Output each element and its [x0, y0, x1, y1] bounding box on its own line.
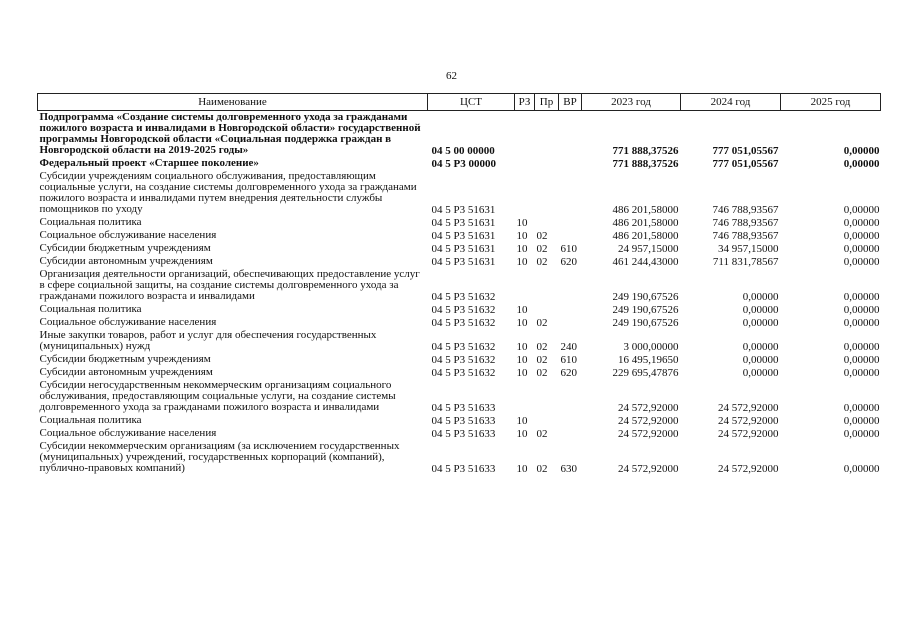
cell-2024: 24 572,92000	[718, 463, 779, 475]
cell-name: Социальное обслуживание населения	[39, 229, 217, 241]
cell-pr: 02	[536, 463, 548, 475]
cell-vr	[559, 268, 582, 303]
cell-cst: 04 5 P3 00000	[431, 158, 496, 170]
header-cst: ЦСТ	[428, 94, 515, 111]
cell-pr	[535, 216, 559, 229]
cell-2024: 34 957,15000	[718, 243, 779, 255]
cell-vr	[559, 111, 582, 158]
table-row	[38, 111, 881, 158]
header-rz: РЗ	[515, 94, 535, 111]
cell-2025: 0,00000	[843, 304, 880, 316]
cell-2023: 24 572,92000	[618, 428, 679, 440]
cell-2023: 249 190,67526	[612, 291, 679, 303]
cell-2024: 24 572,92000	[718, 402, 779, 414]
cell-cst: 04 5 P3 51632	[431, 291, 496, 303]
cell-name: Социальная политика	[39, 216, 142, 228]
page-number: 62	[446, 70, 457, 82]
cell-name: Субсидии некоммерческим организациям (за исключением государственных (муниципальных) учреждений, государственных корпораций (компаний), публично-правовых компаний)	[39, 440, 400, 474]
cell-name: Социальная политика	[39, 303, 142, 315]
cell-2024: 0,00000	[742, 291, 779, 303]
cell-cst: 04 5 P3 51633	[431, 415, 496, 427]
header-row	[38, 94, 881, 111]
cell-2025: 0,00000	[843, 217, 880, 229]
header-2024: 2024 год	[681, 94, 781, 111]
cell-pr: 02	[536, 317, 548, 329]
cell-2024: 0,00000	[742, 304, 779, 316]
cell-2025: 0,00000	[843, 367, 880, 379]
cell-2024: 746 788,93567	[712, 217, 779, 229]
cell-cst: 04 5 P3 51632	[431, 341, 496, 353]
cell-rz	[515, 111, 535, 158]
cell-vr: 610	[560, 243, 577, 255]
cell-2025: 0,00000	[843, 402, 880, 414]
cell-2023: 249 190,67526	[612, 317, 679, 329]
cell-2024: 746 788,93567	[712, 204, 779, 216]
cell-2024: 0,00000	[742, 317, 779, 329]
cell-pr: 02	[536, 341, 548, 353]
table-row	[38, 255, 881, 268]
table-row	[38, 242, 881, 255]
cell-rz: 10	[516, 367, 528, 379]
table-row	[38, 268, 881, 303]
cell-2023: 249 190,67526	[612, 304, 679, 316]
cell-rz: 10	[516, 317, 528, 329]
cell-rz: 10	[516, 243, 528, 255]
cell-name: Подпрограмма «Создание системы долговременного ухода за гражданами пожилого возраста и инвалидами в Новгородской области» государственной программы Новгородской области «Социальная поддержка граждан в Новгородской области на 2019-2025 годы»	[39, 111, 421, 156]
cell-vr	[559, 427, 582, 440]
cell-cst: 04 5 P3 51632	[431, 304, 496, 316]
cell-name: Социальное обслуживание населения	[39, 316, 217, 328]
cell-2024: 0,00000	[742, 354, 779, 366]
budget-table	[37, 93, 881, 475]
cell-vr: 610	[560, 354, 577, 366]
cell-2024: 0,00000	[742, 367, 779, 379]
cell-vr	[559, 157, 582, 170]
cell-rz: 10	[516, 230, 528, 242]
cell-2024: 711 831,78567	[712, 256, 779, 268]
header-name: Наименование	[38, 94, 428, 111]
cell-pr: 02	[536, 243, 548, 255]
cell-name: Субсидии автономным учреждениям	[39, 255, 213, 267]
cell-2025: 0,00000	[843, 317, 880, 329]
cell-name: Социальное обслуживание населения	[39, 427, 217, 439]
cell-2023: 486 201,58000	[612, 204, 679, 216]
table-row	[38, 329, 881, 353]
cell-vr	[559, 170, 582, 216]
cell-name: Социальная политика	[39, 414, 142, 426]
cell-pr: 02	[536, 367, 548, 379]
cell-pr: 02	[536, 230, 548, 242]
cell-pr	[535, 157, 559, 170]
cell-2024: 24 572,92000	[718, 428, 779, 440]
table-row	[38, 170, 881, 216]
cell-2024: 0,00000	[742, 341, 779, 353]
cell-cst: 04 5 P3 51631	[431, 204, 496, 216]
cell-2025: 0,00000	[843, 158, 880, 170]
table-body	[38, 111, 881, 476]
cell-pr	[535, 303, 559, 316]
cell-vr: 620	[560, 256, 577, 268]
cell-rz	[515, 157, 535, 170]
cell-cst: 04 5 P3 51631	[431, 217, 496, 229]
cell-pr: 02	[536, 256, 548, 268]
cell-rz	[515, 379, 535, 414]
cell-2025: 0,00000	[843, 415, 880, 427]
table-row	[38, 414, 881, 427]
cell-2023: 16 495,19650	[618, 354, 679, 366]
cell-2025: 0,00000	[843, 341, 880, 353]
cell-2023: 24 957,15000	[618, 243, 679, 255]
cell-cst: 04 5 P3 51633	[431, 428, 496, 440]
table-row	[38, 427, 881, 440]
table-row	[38, 216, 881, 229]
cell-rz: 10	[516, 217, 528, 229]
cell-2025: 0,00000	[843, 463, 880, 475]
cell-2025: 0,00000	[843, 256, 880, 268]
cell-2023: 3 000,00000	[623, 341, 679, 353]
cell-2024: 24 572,92000	[718, 415, 779, 427]
cell-name: Субсидии бюджетным учреждениям	[39, 242, 211, 254]
cell-vr: 240	[560, 341, 577, 353]
cell-2025: 0,00000	[843, 291, 880, 303]
table-row	[38, 303, 881, 316]
cell-rz: 10	[516, 463, 528, 475]
cell-vr: 630	[560, 463, 577, 475]
cell-2023: 771 888,37526	[612, 145, 679, 157]
cell-name: Субсидии бюджетным учреждениям	[39, 353, 211, 365]
cell-vr	[559, 414, 582, 427]
cell-2024: 746 788,93567	[712, 230, 779, 242]
cell-rz: 10	[516, 256, 528, 268]
cell-cst: 04 5 P3 51632	[431, 354, 496, 366]
cell-rz: 10	[516, 428, 528, 440]
cell-name: Субсидии автономным учреждениям	[39, 366, 213, 378]
cell-2023: 461 244,43000	[612, 256, 679, 268]
cell-cst: 04 5 P3 51631	[431, 256, 496, 268]
cell-2024: 777 051,05567	[712, 145, 779, 157]
cell-rz: 10	[516, 354, 528, 366]
cell-2024: 777 051,05567	[712, 158, 779, 170]
cell-vr: 620	[560, 367, 577, 379]
cell-name: Субсидии учреждениям социального обслуживания, предоставляющим социальные услуги, на создание системы долговременного ухода за гражданами пожилого возраста и инвалидами путем внедрения деятельности службы помощников по уходу	[39, 170, 417, 215]
table-row	[38, 379, 881, 414]
cell-rz: 10	[516, 341, 528, 353]
cell-2023: 24 572,92000	[618, 463, 679, 475]
cell-name: Иные закупки товаров, работ и услуг для обеспечения государственных (муниципальных) нужд	[39, 329, 377, 352]
cell-pr: 02	[536, 354, 548, 366]
cell-2025: 0,00000	[843, 230, 880, 242]
cell-name: Субсидии негосударственным некоммерческим организациям социального обслуживания, предоставляющим социальные услуги, на создание системы долговременного ухода за гражданами пожилого возраста и инвалидами	[39, 379, 396, 413]
cell-rz: 10	[516, 304, 528, 316]
table-header	[38, 94, 881, 111]
cell-2023: 229 695,47876	[612, 367, 679, 379]
cell-2025: 0,00000	[843, 243, 880, 255]
cell-cst: 04 5 P3 51633	[431, 402, 496, 414]
cell-2025: 0,00000	[843, 428, 880, 440]
cell-cst: 04 5 P3 51632	[431, 317, 496, 329]
cell-cst: 04 5 P3 51631	[431, 243, 496, 255]
header-2023: 2023 год	[582, 94, 681, 111]
cell-cst: 04 5 00 00000	[431, 145, 495, 157]
table-row	[38, 440, 881, 475]
cell-name: Федеральный проект «Старшее поколение»	[39, 157, 259, 169]
table-row	[38, 353, 881, 366]
cell-2023: 486 201,58000	[612, 230, 679, 242]
table-row	[38, 157, 881, 170]
table-row	[38, 366, 881, 379]
cell-pr	[535, 170, 559, 216]
cell-rz	[515, 268, 535, 303]
table-row	[38, 229, 881, 242]
header-2025: 2025 год	[781, 94, 881, 111]
cell-pr	[535, 379, 559, 414]
cell-vr	[559, 303, 582, 316]
cell-cst: 04 5 P3 51631	[431, 230, 496, 242]
cell-name: Организация деятельности организаций, обеспечивающих предоставление услуг в сфере социальной защиты, на создание системы долговременного ухода за гражданами пожилого возраста и инвалидами	[39, 268, 420, 302]
header-vr: ВР	[559, 94, 582, 111]
cell-vr	[559, 216, 582, 229]
cell-vr	[559, 316, 582, 329]
cell-2025: 0,00000	[843, 204, 880, 216]
header-pr: Пр	[535, 94, 559, 111]
cell-2023: 771 888,37526	[612, 158, 679, 170]
cell-pr: 02	[536, 428, 548, 440]
cell-2025: 0,00000	[843, 145, 880, 157]
cell-pr	[535, 268, 559, 303]
cell-2023: 24 572,92000	[618, 402, 679, 414]
cell-vr	[559, 229, 582, 242]
cell-pr	[535, 414, 559, 427]
cell-2025: 0,00000	[843, 354, 880, 366]
cell-rz	[515, 170, 535, 216]
cell-cst: 04 5 P3 51633	[431, 463, 496, 475]
table-row	[38, 316, 881, 329]
cell-2023: 24 572,92000	[618, 415, 679, 427]
cell-rz: 10	[516, 415, 528, 427]
cell-cst: 04 5 P3 51632	[431, 367, 496, 379]
cell-vr	[559, 379, 582, 414]
cell-2023: 486 201,58000	[612, 217, 679, 229]
cell-pr	[535, 111, 559, 158]
